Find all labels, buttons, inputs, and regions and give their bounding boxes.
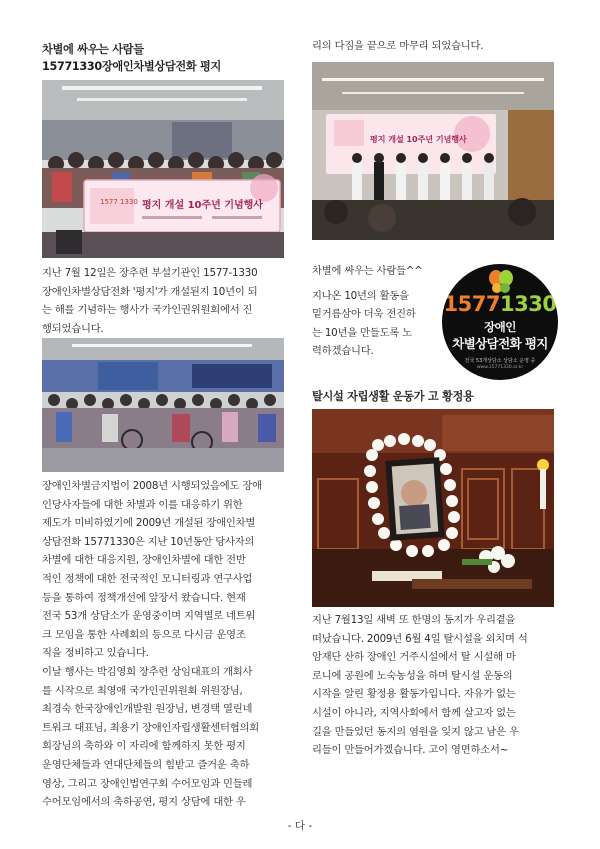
text-line: 차별에 싸우는 사람들^^ [312, 265, 423, 277]
text-line: 로니에 공원에 노숙농성을 하며 탈시설 운동의 [312, 669, 513, 682]
text-line: 최경숙 한국장애인개발원 원장님, 변경택 열린네 [42, 703, 253, 716]
text-line: 제도가 미비하였기에 2009년 개설된 장애인차별 [42, 517, 256, 530]
text-line: 장애인차별금지법이 2008년 시행되었음에도 장애 [42, 480, 262, 492]
photo-stage-performance [312, 62, 554, 240]
photo-event-group [42, 80, 284, 258]
photo3-banner-text: 평지 개설 10주년 기념행사 [370, 135, 467, 144]
text-line: 는 10년을 만들도록 노 [312, 326, 412, 339]
left-paragraph-1 [42, 264, 257, 338]
text-line: 떠났습니다. 2009년 6월 4일 탈시설을 외치며 석 [312, 632, 528, 645]
text-line: 등을 통하여 정책개선에 앞장서 왔습니다. 현재 [42, 591, 246, 604]
heading-line-2: 15771330장애인차별상담전화 평지 [42, 60, 222, 73]
text-line: 를 시작으로 최영애 국가인권위원회 위원장님, [42, 684, 243, 697]
heading-line-1: 차별에 싸우는 사람들 [42, 43, 144, 56]
photo-memorial-altar [312, 409, 554, 607]
text-line: 이날 행사는 박김영희 장추련 상임대표의 개회사 [42, 665, 253, 678]
section-heading-memorial [312, 388, 473, 405]
text-line: 길을 만들었던 동지의 염원을 잊지 않고 남은 우 [312, 725, 519, 738]
page-number: - 다 - [287, 820, 313, 832]
text-line: 밑거름삼아 더욱 전진하 [312, 308, 416, 321]
text-line: 지난 7월 12일은 장추련 부설기관인 1577-1330 [42, 267, 258, 279]
text-line: 크 모임을 통한 사례회의 등으로 다시금 운영조 [42, 628, 246, 641]
logo-subtitle-1: 장애인 [484, 320, 516, 334]
text-line: 지난 7월13일 새벽 또 한명의 동지가 우리곁을 [312, 614, 516, 626]
logo-number [442, 292, 558, 316]
text-line: 인당사자들에 대한 차별과 이를 대응하기 위한 [42, 498, 243, 511]
text-line: 시작을 알린 황정용 활동가입니다. 자유가 없는 [312, 688, 516, 701]
text-line: 는 해를 기념하는 행사가 국가인권위원회에서 진 [42, 304, 253, 317]
text-line: 암재단 산하 장애인 거주시설에서 탈 시설해 마 [312, 651, 516, 664]
photo1-logo-text: 1577 1330 [100, 198, 138, 206]
text-line: 운영단체들과 연대단체들의 힘받고 즐거운 축하 [42, 758, 250, 771]
logo-subtitle-2: 차별상담전화 평지 [452, 336, 548, 351]
logo-url: www.15771330.or.kr [476, 365, 524, 370]
text-line: 상담전화 15771330은 지난 10년동안 당사자의 [42, 535, 255, 548]
text-line: 전국 53개 상담소가 운영중이며 지역별로 네트워 [42, 610, 256, 623]
text-line: 차별에 대한 대응지원, 장애인차별에 대한 전반 [42, 554, 246, 567]
text-line: 지나온 10년의 활동을 [312, 289, 409, 302]
photo-audience [42, 338, 284, 472]
text-line: 트워크 대표님, 최용기 장애인자립생활센터협의회 [42, 721, 259, 734]
right-paragraph-bottom [312, 611, 528, 760]
hotline-logo [442, 264, 558, 380]
text-line: 직을 정비하고 있습니다. [42, 647, 149, 660]
right-paragraph-top [312, 37, 483, 56]
text-line: 리들이 만들어가겠습니다. 고이 영면하소서~ [312, 744, 509, 757]
right-paragraph-mid [312, 262, 423, 361]
text-line: 장애인차별상담전화 '평지'가 개설된지 10년이 되 [42, 285, 258, 298]
text-line: 시설이 아니라, 지역사회에서 함께 살고자 없는 [312, 706, 516, 719]
photo1-banner-text: 평지 개설 10주년 기념행사 [142, 200, 263, 211]
text-line: 회장님의 축하와 이 자리에 함께하지 못한 평지 [42, 740, 246, 753]
logo-caption: 전국 53개상담소 상담소 운영 중 [464, 358, 536, 364]
logo-number-1577: 1577 [443, 292, 500, 316]
logo-number-1330: 1330 [500, 292, 557, 316]
text-line: 적인 정책에 대한 전국적인 모니터링과 연구사업 [42, 572, 253, 585]
text-line: 수어모임에서의 축하공연, 평지 상담에 대한 우 [42, 796, 246, 809]
text-line: 행되었습니다. [42, 322, 104, 335]
text-line: 리의 다짐을 끝으로 마무리 되었습니다. [312, 40, 484, 52]
heading-line: 탈시설 자립생활 운동가 고 황정용 [312, 390, 474, 403]
text-line: 영상, 그리고 장애인법연구회 수어모임과 민들레 [42, 777, 253, 790]
text-line: 력하겠습니다. [312, 345, 374, 358]
section-heading-discrimination [42, 41, 221, 75]
left-paragraph-2 [42, 477, 262, 812]
